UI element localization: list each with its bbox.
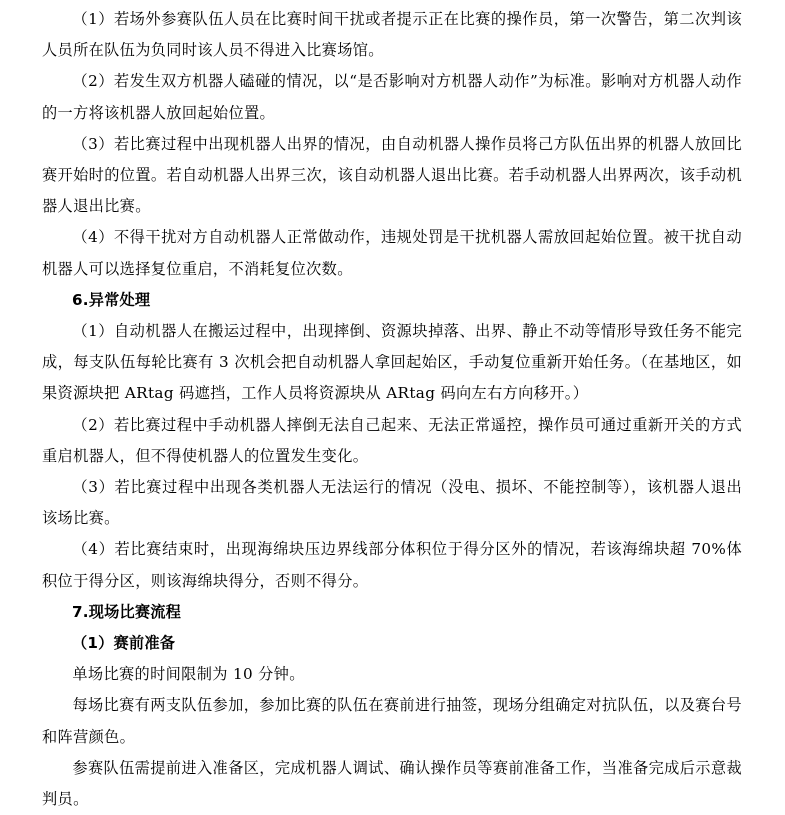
- section-7-heading: 7.现场比赛流程: [72, 602, 182, 621]
- rule-paragraph-2: （2）若发生双方机器人磕碰的情况，以“是否影响对方机器人动作”为标准。影响对方机器人动作的一方将该机器人放回起始位置。: [42, 72, 742, 122]
- section-7-1-paragraph-1: 单场比赛的时间限制为 10 分钟。: [72, 665, 305, 684]
- section-6-paragraph-4: （4）若比赛结束时，出现海绵块压边界线部分体积位于得分区外的情况，若该海绵块超 70%体积位于得分区，则该海绵块得分，否则不得分。: [42, 540, 742, 590]
- section-6-paragraph-1: （1）自动机器人在搬运过程中，出现摔倒、资源块掉落、出界、静止不动等情形导致任务不能完成，每支队伍每轮比赛有 3 次机会把自动机器人拿回起始区，手动复位重新开始任务。（在基地区，如果资源块把 ARtag 码遮挡，工作人员将资源块从 ARtag 码向左右方向移开。）: [42, 322, 742, 403]
- section-7-1-heading: （1）赛前准备: [72, 634, 176, 653]
- section-7-1-paragraph-3: 参赛队伍需提前进入准备区，完成机器人调试、确认操作员等赛前准备工作，当准备完成后示意裁判员。: [42, 758, 742, 809]
- rule-paragraph-4: （4）不得干扰对方自动机器人正常做动作，违规处罚是干扰机器人需放回起始位置。被干扰自动机器人可以选择复位重启，不消耗复位次数。: [42, 228, 742, 278]
- document-page: [42, 4, 742, 815]
- section-6-heading: 6.异常处理: [72, 290, 151, 309]
- section-6-paragraph-3: （3）若比赛过程中出现各类机器人无法运行的情况（没电、损坏、不能控制等），该机器人退出该场比赛。: [42, 478, 742, 528]
- section-6-paragraph-2: （2）若比赛过程中手动机器人摔倒无法自己起来、无法正常遥控，操作员可通过重新开关的方式重启机器人，但不得使机器人的位置发生变化。: [42, 415, 742, 465]
- rule-paragraph-1: （1）若场外参赛队伍人员在比赛时间干扰或者提示正在比赛的操作员，第一次警告，第二次判该人员所在队伍为负同时该人员不得进入比赛场馆。: [42, 10, 742, 60]
- rule-paragraph-3: （3）若比赛过程中出现机器人出界的情况，由自动机器人操作员将己方队伍出界的机器人放回比赛开始时的位置。若自动机器人出界三次，该自动机器人退出比赛。若手动机器人出界两次，该手动机器人退出比赛。: [42, 134, 742, 216]
- section-7-1-paragraph-2: 每场比赛有两支队伍参加，参加比赛的队伍在赛前进行抽签，现场分组确定对抗队伍，以及赛台号和阵营颜色。: [42, 696, 742, 746]
